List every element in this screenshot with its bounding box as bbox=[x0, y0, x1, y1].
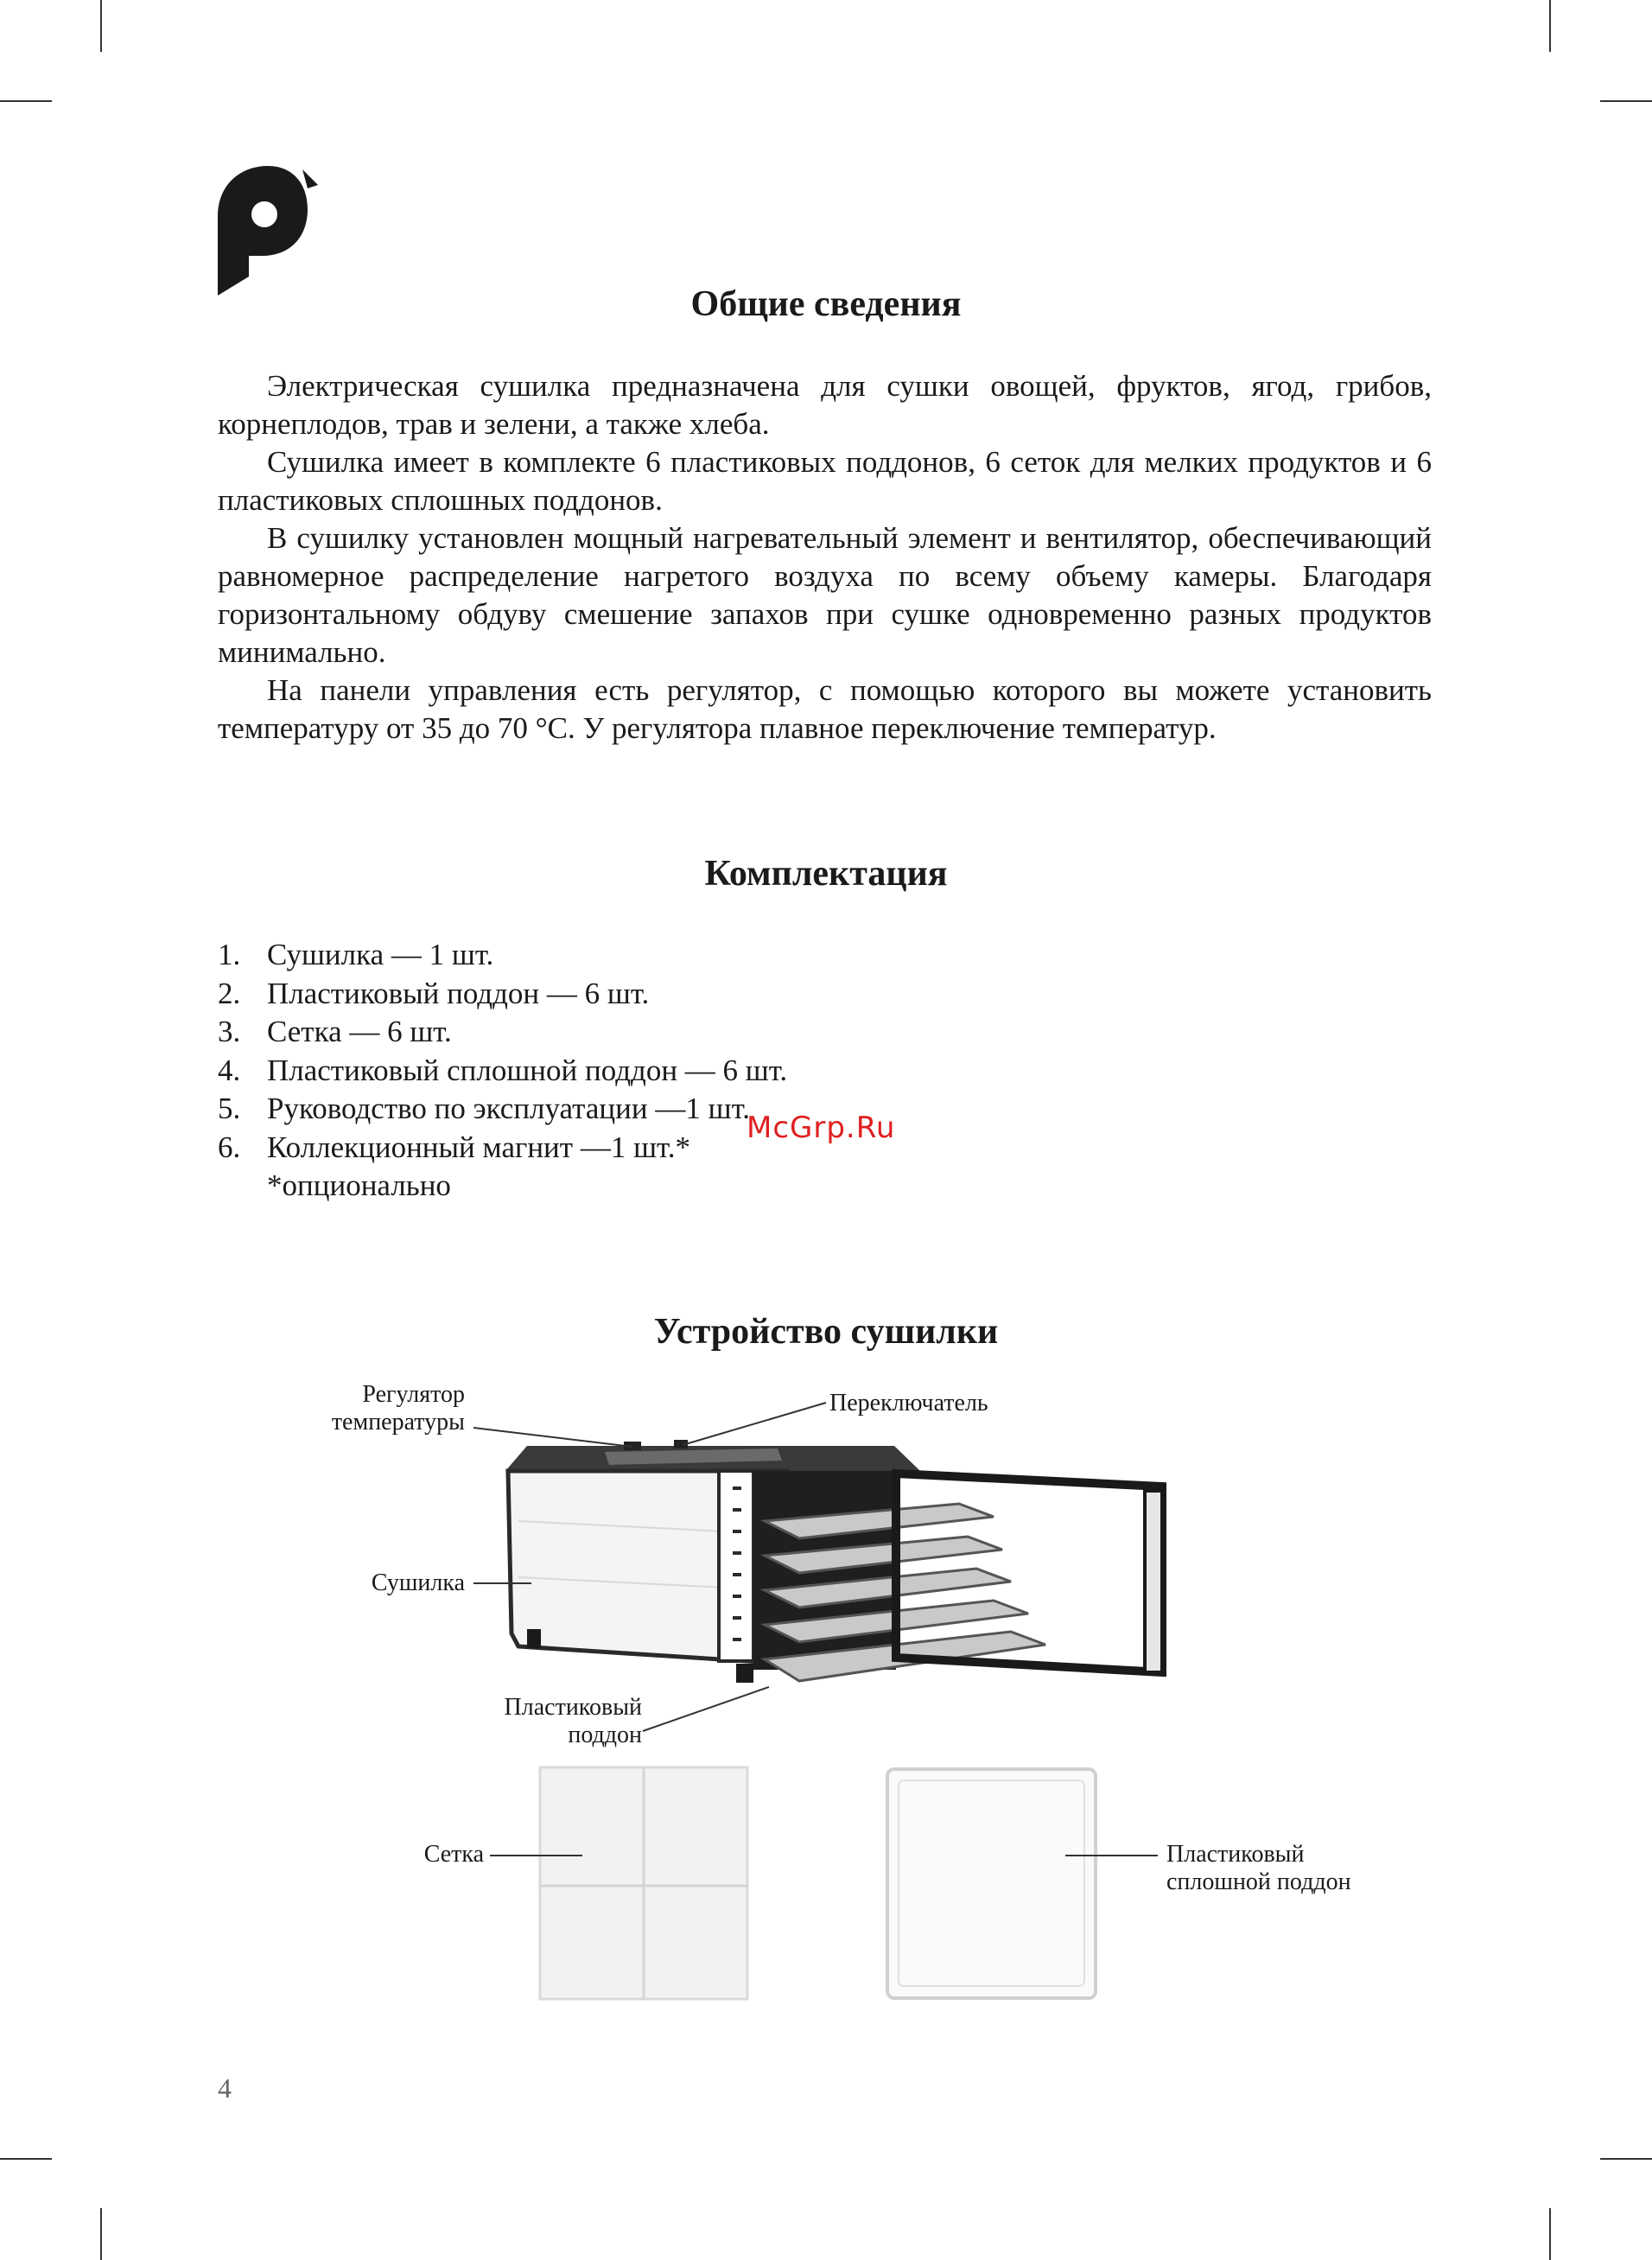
solid-tray-illustration bbox=[887, 1769, 1096, 1998]
dryer-illustration bbox=[505, 1440, 1162, 1683]
list-item: 1. Сушилка — 1 шт. bbox=[218, 938, 494, 971]
label-regulator: Регулятор температуры bbox=[331, 1381, 465, 1436]
label-switch: Переключатель bbox=[829, 1390, 988, 1416]
section-title-device: Устройство сушилки bbox=[653, 1312, 999, 1352]
label-dryer: Сушилка bbox=[371, 1569, 465, 1596]
paragraph: Электрическая сушилка предназначена для сушки овощей, фруктов, ягод, грибов, корнеплодов, трав и зелени, а также хлеба. bbox=[218, 369, 1432, 441]
section-title-contents: Комплектация bbox=[704, 854, 948, 894]
list-item: 4. Пластиковый сплошной поддон — 6 шт. bbox=[218, 1053, 788, 1087]
optional-note: *опционально bbox=[267, 1168, 451, 1202]
list-item: 5. Руководство по эксплуатации —1 шт. bbox=[218, 1092, 750, 1125]
label-solid-tray: Пластиковый сплошной поддон bbox=[1166, 1841, 1351, 1895]
list-item: 6. Коллекционный магнит —1 шт.* bbox=[218, 1130, 690, 1164]
paragraph: В сушилку установлен мощный нагревательный элемент и вентилятор, обеспечивающий равномерное распределение нагретого воздуха по всему объему камеры. Благодаря горизонтальному обдуву смешение запахов при сушке одновременно разных продуктов минимально. bbox=[218, 521, 1432, 669]
label-plastic-tray: Пластиковый поддон bbox=[504, 1694, 642, 1748]
paragraph: На панели управления есть регулятор, с помощью которого вы можете установить температуру от 35 до 70 °C. У регулятора плавное переключение температур. bbox=[218, 673, 1432, 745]
page-number: 4 bbox=[218, 2072, 232, 2104]
section-title-general: Общие сведения bbox=[690, 284, 962, 324]
list-item: 3. Сетка — 6 шт. bbox=[218, 1015, 452, 1048]
paragraph: Сушилка имеет в комплекте 6 пластиковых поддонов, 6 сеток для мелких продуктов и 6 пластиковых сплошных поддонов. bbox=[218, 445, 1432, 517]
watermark[interactable]: McGrp.Ru bbox=[747, 1111, 896, 1145]
mesh-illustration bbox=[540, 1767, 747, 1999]
label-mesh: Сетка bbox=[423, 1841, 484, 1868]
list-item: 2. Пластиковый поддон — 6 шт. bbox=[218, 976, 650, 1010]
